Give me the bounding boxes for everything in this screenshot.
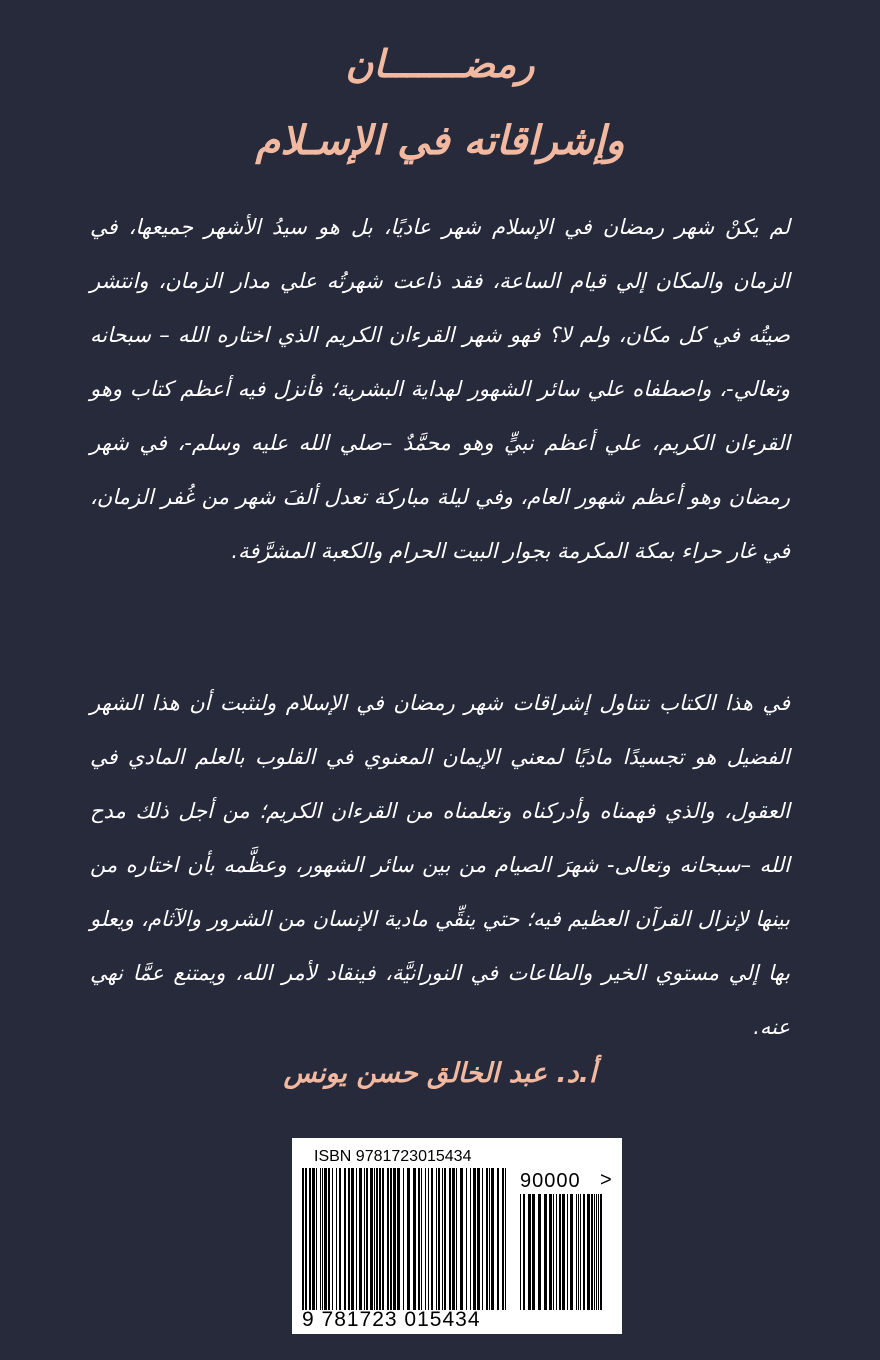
- price-code: 90000: [520, 1170, 581, 1192]
- barcode-bar: [418, 1168, 420, 1310]
- barcode-bar: [442, 1168, 443, 1310]
- barcode-bar: [421, 1168, 422, 1310]
- barcode-bar: [532, 1194, 535, 1310]
- barcode-bar: [559, 1194, 561, 1310]
- barcode-bar: [449, 1168, 451, 1310]
- title-line-2: وإشراقاته في الإسـلام: [255, 118, 625, 164]
- barcode-bar: [305, 1168, 307, 1310]
- barcode-bar: [393, 1168, 396, 1310]
- barcode-bar: [523, 1194, 525, 1310]
- barcode-bar: [390, 1168, 392, 1310]
- barcode-bar: [379, 1168, 381, 1310]
- blurb-paragraph-1: لم يكنْ شهر رمضان في الإسلام شهر عاديًا، بل هو سيدُ الأشهر جميعها، في الزمان والمكان إلي قيام الساعة، فقد ذاعت شهرتُه علي مدار الزمان، وانتشر صيتُه في كل مكان، ولم لا؟ فهو شهر القرءان الكريم الذي اختاره الله – سبحانه وتعالي-، واصطفاه علي سائر الشهور لهداية البشرية؛ فأنزل فيه أعظم كتاب وهو القرءان الكريم، علي أعظم نبيٍّ وهو محمَّدٌ –صلي الله عليه وسلم-، في شهر رمضان وهو أعظم شهور العام، وفي ليلة مباركة تعدل ألفَ شهر من غُفر الزمان، في غار حراء بمكة المكرمة بجوار البيت الحرام والكعبة المشرَّفة.: [90, 215, 790, 563]
- barcode-bar: [425, 1168, 426, 1310]
- barcode-bar: [370, 1168, 373, 1310]
- barcode-bar: [466, 1168, 467, 1310]
- barcode-bar: [482, 1168, 483, 1310]
- barcode-bar: [302, 1168, 304, 1310]
- barcode-bar: [339, 1168, 341, 1310]
- barcode-bars-main: [302, 1168, 507, 1310]
- barcode-bar: [436, 1168, 437, 1310]
- barcode-bar: [438, 1168, 440, 1310]
- title-line-1: رمضـــــــان: [345, 42, 535, 86]
- barcode-bar: [322, 1168, 323, 1310]
- barcode-bar: [344, 1168, 346, 1310]
- author-name: أ.د. عبد الخالق حسن يونس: [283, 1058, 597, 1089]
- isbn-label: ISBN 9781723015434: [314, 1148, 472, 1165]
- barcode-bar: [520, 1194, 521, 1310]
- barcode-bar: [562, 1194, 565, 1310]
- barcode-bar: [387, 1168, 389, 1310]
- isbn-barcode: [292, 1138, 622, 1334]
- barcode-bar: [366, 1168, 368, 1310]
- barcode-bar: [598, 1194, 599, 1310]
- barcode-bar: [489, 1168, 490, 1310]
- barcode-bar: [431, 1168, 433, 1310]
- price-arrow: >: [600, 1169, 612, 1191]
- barcode-bar: [596, 1194, 597, 1310]
- barcode-digits: 9 781723 015434: [302, 1308, 481, 1331]
- barcode-bar: [452, 1168, 455, 1310]
- barcode-bar: [583, 1194, 585, 1310]
- barcode-bar: [587, 1194, 590, 1310]
- barcode-bar: [594, 1194, 595, 1310]
- barcode-bar: [356, 1168, 357, 1310]
- barcode-bar: [332, 1168, 333, 1310]
- barcode-bar: [502, 1168, 504, 1310]
- barcode-bar: [351, 1168, 354, 1310]
- barcode-bar: [328, 1168, 330, 1310]
- barcode-bar: [320, 1168, 321, 1310]
- barcode-bar: [556, 1194, 557, 1310]
- barcode-bars-addon: [520, 1194, 602, 1310]
- barcode-bar: [591, 1194, 593, 1310]
- barcode-bar: [538, 1194, 541, 1310]
- barcode-bar: [316, 1168, 317, 1310]
- barcode-bar: [382, 1168, 384, 1310]
- barcode-bar: [477, 1168, 480, 1310]
- barcode-bar: [324, 1168, 327, 1310]
- barcode-bar: [397, 1168, 400, 1310]
- barcode-bar: [403, 1168, 404, 1310]
- barcode-bar: [505, 1168, 506, 1310]
- barcode-bar: [549, 1194, 552, 1310]
- barcode-bar: [567, 1194, 568, 1310]
- barcode-bar: [312, 1168, 315, 1310]
- blurb-paragraph-2: في هذا الكتاب نتناول إشراقات شهر رمضان في الإسلام ولنثبت أن هذا الشهر الفضيل هو تجسيدًا ماديًا لمعني الإيمان المعنوي في القلوب بالعلم المادي في العقول، والذي فهمناه وأدركناه وتعلمناه من القرءان الكريم؛ من أجل ذلك مدح الله –سبحانه وتعالى- شهرَ الصيام من بين سائر الشهور، وعظَّمه بأن اختاره من بينها لإنزال القرآن العظيم فيه؛ حتي ينقِّي مادية الإنسان من الشرور والآثام، ويعلو بها إلي مستوي الخير والطاعات في النورانيَّة، فينقاد لأمر الله، ويمتنع عمَّا نهي عنه.: [90, 691, 790, 1039]
- barcode-bar: [348, 1168, 350, 1310]
- barcode-bar: [336, 1168, 337, 1310]
- barcode-bar: [376, 1168, 378, 1310]
- barcode-bar: [444, 1168, 446, 1310]
- barcode-bar: [570, 1194, 573, 1310]
- barcode-bar: [578, 1194, 579, 1310]
- barcode-bar: [470, 1168, 471, 1310]
- barcode-bar: [473, 1168, 476, 1310]
- barcode-bar: [576, 1194, 577, 1310]
- barcode-bar: [359, 1168, 362, 1310]
- barcode-bar: [486, 1168, 488, 1310]
- barcode-bar: [553, 1194, 554, 1310]
- barcode-bar: [528, 1194, 531, 1310]
- barcode-bar: [413, 1168, 416, 1310]
- barcode-bar: [491, 1168, 494, 1310]
- barcode-bar: [407, 1168, 410, 1310]
- barcode-bar: [374, 1168, 375, 1310]
- barcode-bar: [309, 1168, 311, 1310]
- barcode-bar: [497, 1168, 499, 1310]
- barcode-bar: [544, 1194, 547, 1310]
- barcode-bar: [456, 1168, 457, 1310]
- barcode-bar: [600, 1194, 602, 1310]
- barcode-bar: [364, 1168, 365, 1310]
- barcode-bar: [428, 1168, 429, 1310]
- barcode-bar: [460, 1168, 463, 1310]
- barcode-bar: [580, 1194, 581, 1310]
